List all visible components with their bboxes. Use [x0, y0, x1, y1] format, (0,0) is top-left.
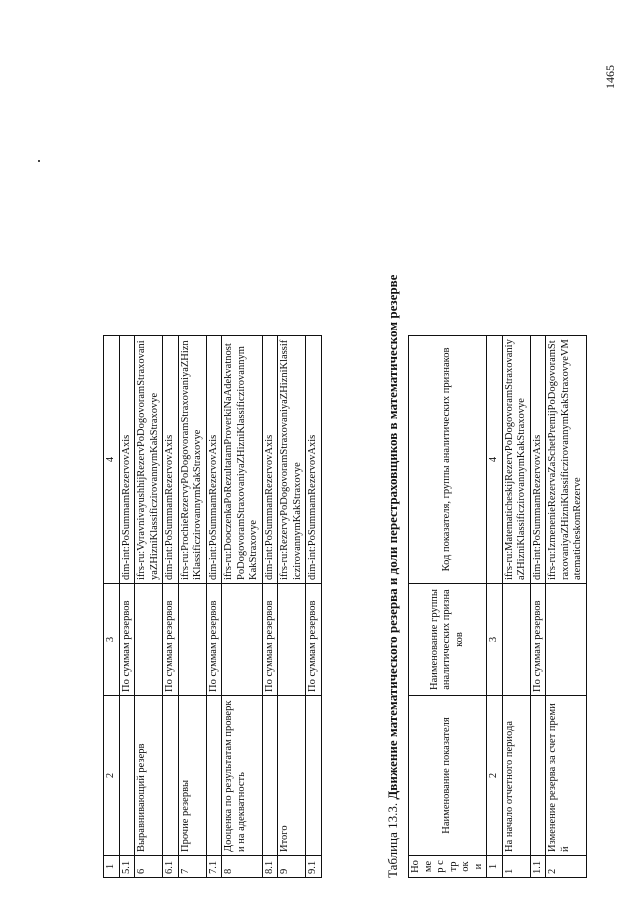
column-number: 1 [104, 856, 120, 878]
page-number: 1465 [603, 65, 617, 89]
table-row [530, 336, 546, 878]
table-row [278, 336, 306, 878]
table-caption-title: Движение математического резерва и доли перестраховщиков в математическом резерве [385, 274, 400, 800]
rotated-page-content [93, 48, 593, 878]
group-name-cell: По суммам резервов [306, 584, 322, 696]
indicator-code-cell: dim-int:PoSummamRezervovAxis [530, 336, 546, 584]
group-name-cell [222, 584, 263, 696]
indicator-name-cell [163, 696, 179, 856]
row-number-cell: 1 [502, 856, 530, 878]
indicator-name-cell [306, 696, 322, 856]
header-row-number: Номер строки [409, 856, 487, 878]
column-number: 2 [104, 696, 120, 856]
indicator-name-cell [206, 696, 222, 856]
column-number-row [487, 336, 503, 878]
math-reserve-table-body [502, 336, 586, 878]
scan-speck [38, 160, 40, 162]
row-number-cell: 1.1 [530, 856, 546, 878]
row-number-cell: 2 [546, 856, 587, 878]
column-number: 4 [104, 336, 120, 584]
reserves-table-continued [103, 335, 322, 878]
column-number: 4 [487, 336, 503, 584]
group-name-cell [278, 584, 306, 696]
row-number-cell: 6 [135, 856, 163, 878]
group-name-cell: По суммам резервов [262, 584, 278, 696]
header-indicator-code: Код показателя, группы аналитических признаков [409, 336, 487, 584]
row-number-cell: 8 [222, 856, 263, 878]
group-name-cell: По суммам резервов [163, 584, 179, 696]
reserves-table-body [119, 336, 321, 878]
table-row [135, 336, 163, 878]
row-number-cell: 6.1 [163, 856, 179, 878]
table-row [206, 336, 222, 878]
table-row [222, 336, 263, 878]
indicator-name-cell: Итого [278, 696, 306, 856]
group-name-cell: По суммам резервов [119, 584, 135, 696]
indicator-name-cell: На начало отчетного периода [502, 696, 530, 856]
column-number-row [104, 336, 120, 878]
table-caption [385, 48, 400, 878]
indicator-name-cell [119, 696, 135, 856]
indicator-name-cell: Дооценка по результатам проверки на адекватность [222, 696, 263, 856]
header-row [409, 336, 487, 878]
column-number: 3 [104, 584, 120, 696]
header-group-name: Наименование группы аналитических признаков [409, 584, 487, 696]
table-row [262, 336, 278, 878]
group-name-cell [546, 584, 587, 696]
table-caption-prefix: Таблица 13.3. [385, 799, 400, 878]
indicator-name-cell [530, 696, 546, 856]
indicator-code-cell: ifrs-ru:IzmenenieRezervaZaSchetPremijPoDogovoramStraxovaniyaZHizniKlassificzirovannymKakStraxovyeVMatematicheskomRezerve [546, 336, 587, 584]
indicator-code-cell: dim-int:PoSummamRezervovAxis [262, 336, 278, 584]
indicator-code-cell: ifrs-ru:RezervyPoDogovoramStraxovaniyaZHizniKlassificzirovannymKakStraxovye [278, 336, 306, 584]
table-row [163, 336, 179, 878]
row-number-cell: 7 [178, 856, 206, 878]
indicator-name-cell [262, 696, 278, 856]
column-number: 2 [487, 696, 503, 856]
indicator-code-cell: ifrs-ru:ProchieRezervyPoDogovoramStraxovaniyaZHizniKlassificzirovannymKakStraxovye [178, 336, 206, 584]
column-number: 3 [487, 584, 503, 696]
indicator-code-cell: ifrs-ru:DooczenkaPoRezultatamProverkiNaAdekvatnostPoDogovoramStraxovaniyaZHizniKlassificzirovannymKakStraxovye [222, 336, 263, 584]
group-name-cell: По суммам резервов [206, 584, 222, 696]
indicator-name-cell: Выравнивающий резерв [135, 696, 163, 856]
table-row [502, 336, 530, 878]
table-row [546, 336, 587, 878]
row-number-cell: 9.1 [306, 856, 322, 878]
column-number: 1 [487, 856, 503, 878]
table-row [119, 336, 135, 878]
row-number-cell: 9 [278, 856, 306, 878]
indicator-name-cell: Изменение резерва за счет премий [546, 696, 587, 856]
indicator-code-cell: ifrs-ru:MatematicheskijRezervPoDogovoramStraxovaniyaZHizniKlassificzirovannymKakStraxovye [502, 336, 530, 584]
table-row [306, 336, 322, 878]
row-number-cell: 7.1 [206, 856, 222, 878]
group-name-cell [502, 584, 530, 696]
table-row [178, 336, 206, 878]
indicator-code-cell: ifrs-ru:VyravnivayushhijRezervPoDogovoramStraxovaniyaZHizniKlassificzirovannymKakStraxovye [135, 336, 163, 584]
indicator-code-cell: dim-int:PoSummamRezervovAxis [163, 336, 179, 584]
group-name-cell [178, 584, 206, 696]
indicator-code-cell: dim-int:PoSummamRezervovAxis [119, 336, 135, 584]
math-reserve-movement-table [408, 335, 587, 878]
indicator-code-cell: dim-int:PoSummamRezervovAxis [306, 336, 322, 584]
indicator-code-cell: dim-int:PoSummamRezervovAxis [206, 336, 222, 584]
group-name-cell: По суммам резервов [530, 584, 546, 696]
header-indicator-name: Наименование показателя [409, 696, 487, 856]
row-number-cell: 8.1 [262, 856, 278, 878]
group-name-cell [135, 584, 163, 696]
row-number-cell: 5.1 [119, 856, 135, 878]
indicator-name-cell: Прочие резервы [178, 696, 206, 856]
